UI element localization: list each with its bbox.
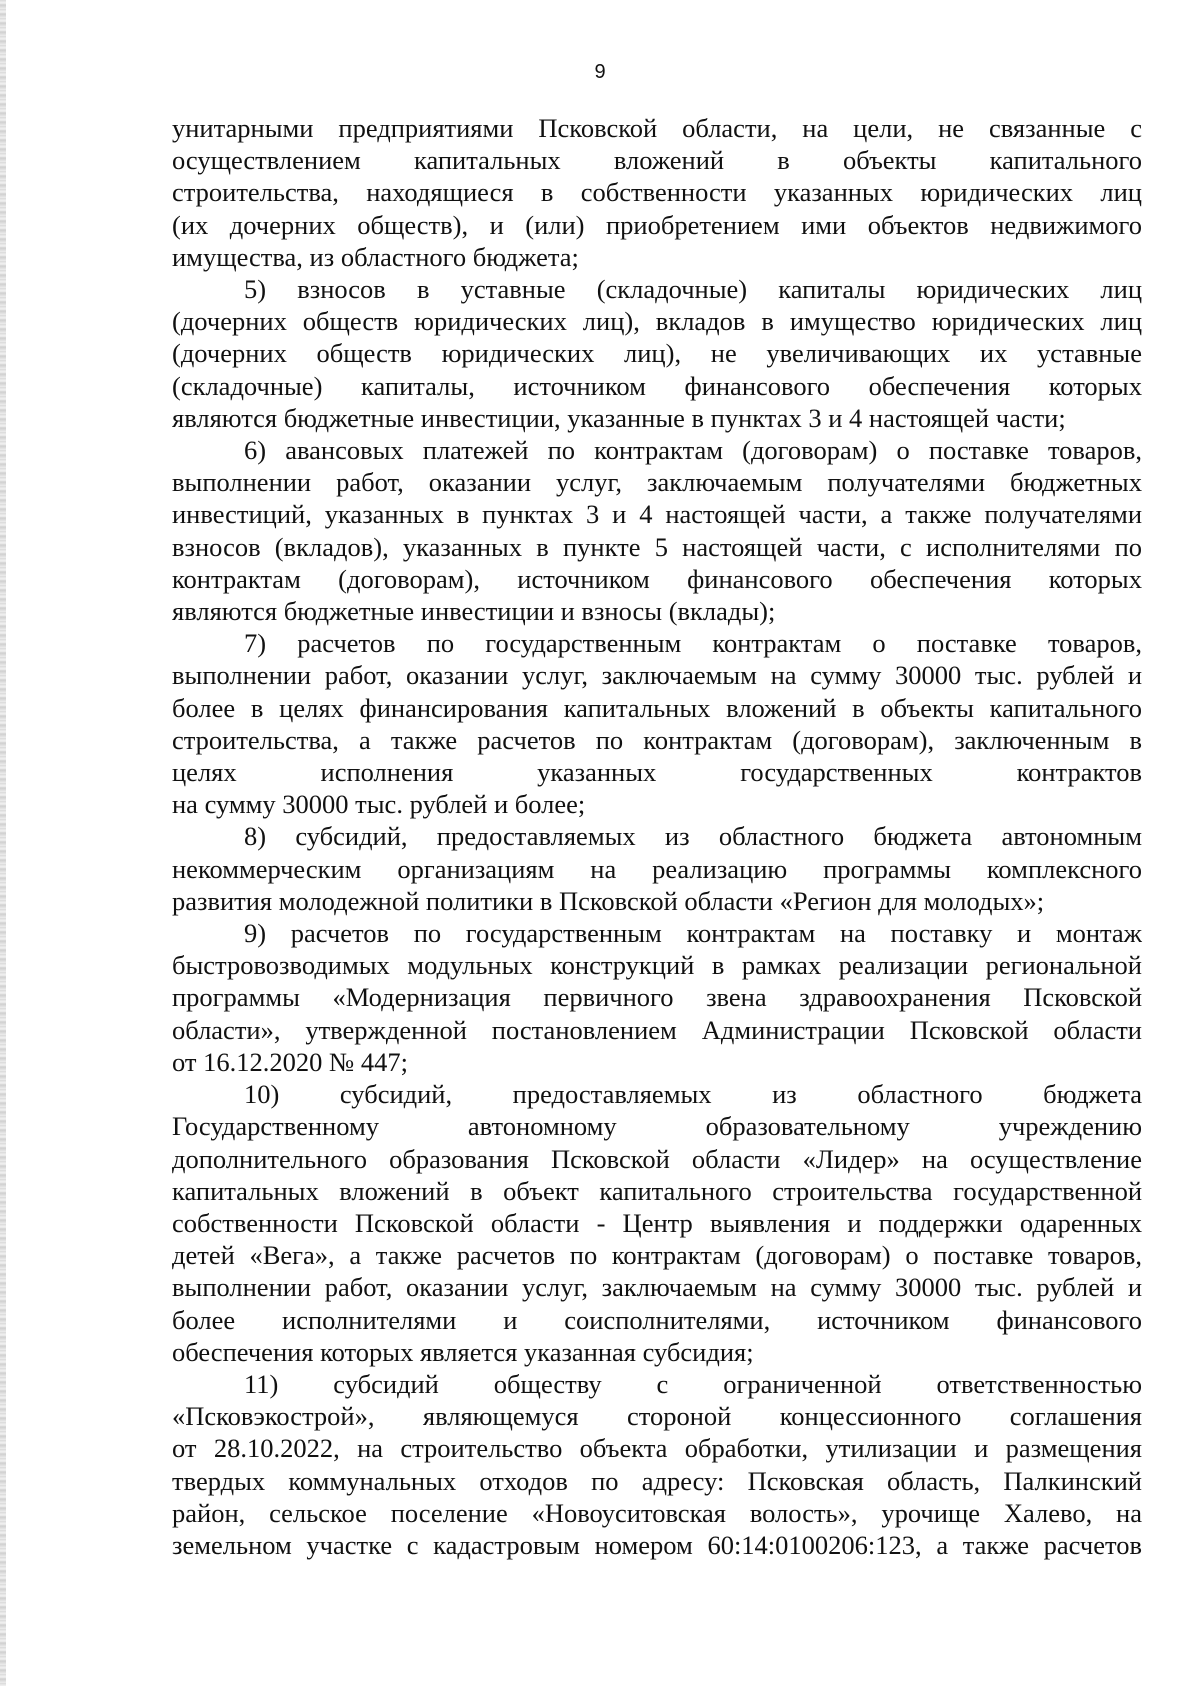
text-line: 5) взносов в уставные (складочные) капиталы юридических лиц [244, 274, 1142, 305]
text-line: (дочерних обществ юридических лиц), не увеличивающих их уставные [172, 338, 1142, 369]
text-line: осуществлением капитальных вложений в объекты капитального [172, 145, 1142, 176]
text-line: 9) расчетов по государственным контрактам на поставку и монтаж [244, 918, 1142, 949]
text-line: район, сельское поселение «Новоуситовская волость», урочище Халево, на [172, 1497, 1142, 1528]
text-line: взносов (вкладов), указанных в пункте 5 настоящей части, с исполнителями по [172, 531, 1142, 562]
text-line: развития молодежной политики в Псковской области «Регион для молодых»; [172, 885, 1045, 916]
text-line: (их дочерних обществ), и (или) приобретением ими объектов недвижимого [172, 209, 1142, 240]
paragraph-item-7 [172, 627, 1142, 820]
paragraph-continuation [172, 112, 1142, 273]
text-line: строительства, а также расчетов по контрактам (договорам), заключенным в [172, 724, 1142, 755]
text-line: обеспечения которых является указанная субсидия; [172, 1336, 754, 1367]
text-line: детей «Вега», а также расчетов по контрактам (договорам) о поставке товаров, [172, 1240, 1142, 1271]
text-line: (складочные) капиталы, источником финансового обеспечения которых [172, 370, 1142, 401]
text-line: от 16.12.2020 № 447; [172, 1046, 409, 1077]
paragraph-item-6 [172, 434, 1142, 627]
text-line: Государственному автономному образовательному учреждению [172, 1111, 1142, 1142]
text-line: являются бюджетные инвестиции, указанные в пунктах 3 и 4 настоящей части; [172, 402, 1066, 433]
text-line: капитальных вложений в объект капитального строительства государственной [172, 1175, 1142, 1206]
paragraph-item-11 [172, 1368, 1142, 1561]
text-line: выполнении работ, оказании услуг, заключаемым на сумму 30000 тыс. рублей и [172, 660, 1142, 691]
paragraph-item-8 [172, 820, 1142, 917]
text-line: инвестиций, указанных в пунктах 3 и 4 настоящей части, а также получателями [172, 499, 1142, 530]
text-line: выполнении работ, оказании услуг, заключаемым на сумму 30000 тыс. рублей и [172, 1272, 1142, 1303]
text-line: на сумму 30000 тыс. рублей и более; [172, 789, 586, 820]
text-line: контрактам (договорам), источником финансового обеспечения которых [172, 563, 1142, 594]
text-line: более в целях финансирования капитальных вложений в объекты капитального [172, 692, 1142, 723]
text-line: целях исполнения указанных государственных контрактов [172, 757, 1142, 788]
text-line: выполнении работ, оказании услуг, заключаемым получателями бюджетных [172, 467, 1142, 498]
text-line: собственности Псковской области - Центр выявления и поддержки одаренных [172, 1207, 1142, 1238]
text-line: 6) авансовых платежей по контрактам (договорам) о поставке товаров, [244, 435, 1142, 466]
text-line: строительства, находящиеся в собственности указанных юридических лиц [172, 177, 1142, 208]
text-line: области», утвержденной постановлением Администрации Псковской области [172, 1014, 1142, 1045]
text-line: быстровозводимых модульных конструкций в рамках реализации региональной [172, 950, 1142, 981]
text-line: являются бюджетные инвестиции и взносы (вклады); [172, 596, 776, 627]
text-line: 11) субсидий обществу с ограниченной ответственностью [244, 1368, 1142, 1399]
text-line: от 28.10.2022, на строительство объекта обработки, утилизации и размещения [172, 1433, 1142, 1464]
text-line: программы «Модернизация первичного звена здравоохранения Псковской [172, 982, 1142, 1013]
paragraph-item-5 [172, 273, 1142, 434]
text-line: 7) расчетов по государственным контрактам о поставке товаров, [244, 628, 1142, 659]
text-line: 10) субсидий, предоставляемых из областного бюджета [244, 1079, 1142, 1110]
document-body [172, 112, 1142, 1561]
text-line: некоммерческим организациям на реализацию программы комплексного [172, 853, 1142, 884]
text-line: унитарными предприятиями Псковской области, на цели, не связанные с [172, 113, 1142, 143]
text-line: «Псковэкострой», являющемуся стороной концессионного соглашения [172, 1401, 1142, 1432]
text-line: (дочерних обществ юридических лиц), вкладов в имущество юридических лиц [172, 306, 1142, 337]
paragraph-item-9 [172, 917, 1142, 1078]
text-line: твердых коммунальных отходов по адресу: Псковская область, Палкинский [172, 1465, 1142, 1496]
page-number: 9 [594, 61, 606, 83]
text-line: земельном участке с кадастровым номером 60:14:0100206:123, а также расчетов [172, 1529, 1142, 1560]
text-line: дополнительного образования Псковской области «Лидер» на осуществление [172, 1143, 1142, 1174]
scan-edge-artifact [0, 0, 6, 1686]
text-line: более исполнителями и соисполнителями, источником финансового [172, 1304, 1142, 1335]
paragraph-item-10 [172, 1078, 1142, 1368]
text-line: 8) субсидий, предоставляемых из областного бюджета автономным [244, 821, 1142, 852]
text-line: имущества, из областного бюджета; [172, 241, 579, 272]
